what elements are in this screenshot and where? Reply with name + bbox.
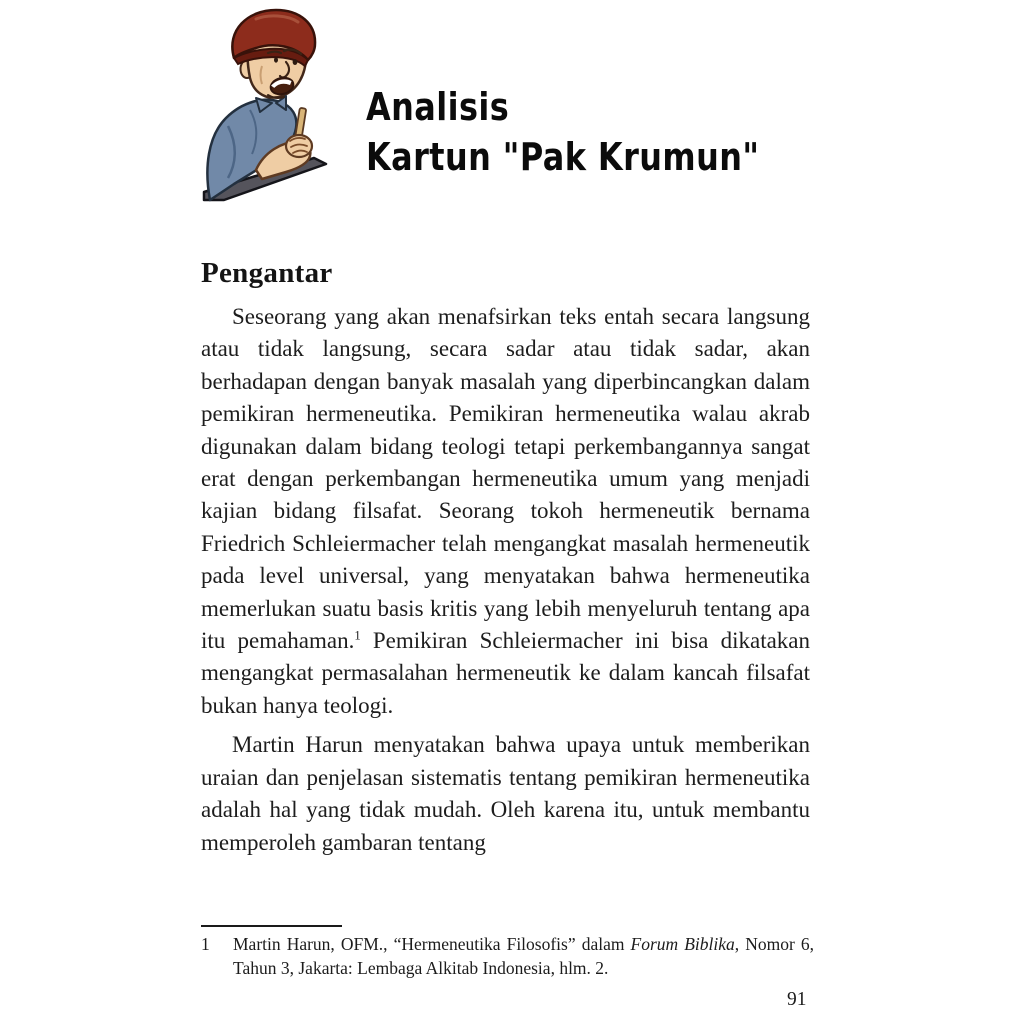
- footnote-reference-1: 1: [354, 628, 361, 643]
- footnote-text-b: , Nomor 6, Tahun 3, Jakarta: Lembaga Alkitab Indonesia, hlm. 2.: [233, 934, 815, 978]
- footnote-number: 1: [201, 934, 210, 954]
- paragraph-2: Martin Harun menyatakan bahwa upaya untuk memberikan uraian dan penjelasan sistematis tentang pemikiran hermeneutika adalah hal yang tidak mudah. Oleh karena itu, untuk membantu memperoleh gambaran tentang: [201, 732, 810, 855]
- footnote-text: [201, 933, 814, 980]
- chapter-title: [366, 82, 834, 182]
- paragraph-1: [201, 301, 810, 722]
- page-number: 91: [787, 989, 807, 1010]
- chapter-title-line-2: Kartun "Pak Krumun": [366, 135, 760, 179]
- paragraph-1-text-b: Pemikiran Schleiermacher ini bisa dikatakan mengangkat permasalahan hermeneutik ke dalam kancah filsafat bukan hanya teologi.: [201, 628, 810, 718]
- chapter-title-line-1: Analisis: [366, 85, 510, 129]
- cartoon-man-writing-icon: [198, 6, 348, 202]
- pak-krumun-cartoon-illustration: [198, 6, 348, 202]
- footnote-journal-title: Forum Biblika: [630, 934, 735, 954]
- paragraph-1-text-a: Seseorang yang akan menafsirkan teks entah secara langsung atau tidak langsung, secara sadar atau tidak sadar, akan berhadapan dengan banyak masalah yang diperbincangkan dalam pemikiran hermeneutika. Pemikiran hermeneutika walau akrab digunakan dalam bidang teologi tetapi perkembangannya sangat erat dengan perkembangan hermeneutika umum yang menjadi kajian bidang filsafat. Seorang tokoh hermeneutik bernama Friedrich Schleiermacher telah mengangkat masalah hermeneutik pada level universal, yang menyatakan bahwa hermeneutika memerlukan suatu basis kritis yang lebih menyeluruh tentang apa itu pemahaman.: [201, 304, 810, 654]
- section-heading: Pengantar: [201, 257, 333, 289]
- footnote-text-a: Martin Harun, OFM., “Hermeneutika Filosofis” dalam: [233, 934, 631, 954]
- footnote-separator-rule: [201, 925, 342, 927]
- footnote-1: [201, 933, 814, 980]
- main-text: [201, 257, 810, 859]
